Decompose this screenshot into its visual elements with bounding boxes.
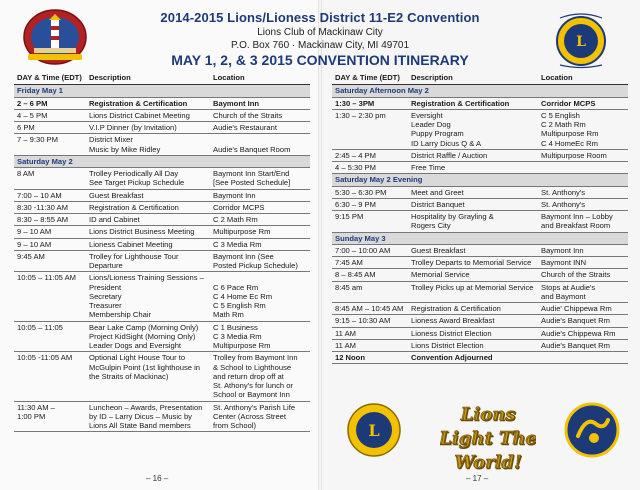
event-time: 10:05 -11:05 AM	[14, 352, 86, 401]
day-section-row	[332, 174, 628, 186]
event-location: Audie's Banquet Room	[210, 134, 310, 156]
svg-text:World!: World!	[454, 452, 522, 473]
column-header-location: Location	[538, 72, 628, 85]
schedule-row	[332, 269, 628, 281]
schedule-row	[14, 134, 310, 156]
schedule-row	[332, 162, 628, 174]
schedule-row	[332, 186, 628, 198]
event-time: 11 AM	[332, 339, 408, 351]
page-number-left: – 16 –	[146, 474, 169, 483]
left-itinerary-table	[14, 72, 310, 432]
schedule-row	[14, 238, 310, 250]
schedule-row	[14, 122, 310, 134]
column-header-description: Description	[86, 72, 210, 85]
schedule-row	[14, 272, 310, 321]
host-club: Lions Club of Mackinaw City	[257, 27, 383, 38]
lioness-emblem-icon	[564, 402, 620, 458]
table-header-row	[332, 72, 628, 85]
event-description: Registration & Certification	[408, 97, 538, 109]
event-time: 1:30 – 2:30 pm	[332, 109, 408, 149]
event-location: C 5 English C 2 Math Rm Multipurpose Rm C 4 HomeEc Rm	[538, 109, 628, 149]
event-description: Lions District Cabinet Meeting	[86, 109, 210, 121]
itinerary-heading: MAY 1, 2, & 3 2015 CONVENTION ITINERARY	[171, 52, 469, 68]
event-description: Lioness District Election	[408, 327, 538, 339]
page-number-right: – 17 –	[466, 474, 489, 483]
event-time: 6:30 – 9 PM	[332, 198, 408, 210]
day-section-row	[332, 232, 628, 244]
event-location	[538, 162, 628, 174]
event-location: Baymont Inn Start/End [See Posted Schedule]	[210, 168, 310, 190]
event-time: 8 – 8:45 AM	[332, 269, 408, 281]
event-location: Corridor MCPS	[538, 97, 628, 109]
event-location: Church of the Straits	[210, 109, 310, 121]
schedule-row	[332, 315, 628, 327]
event-location: Baymont Inn	[210, 97, 310, 109]
column-header-time: DAY & Time (EDT)	[14, 72, 86, 85]
day-section-label: Saturday May 2 Evening	[332, 174, 628, 186]
day-section-row	[14, 155, 310, 167]
event-time: 10:05 – 11:05	[14, 321, 86, 352]
event-time: 7:00 – 10:00 AM	[332, 244, 408, 256]
event-location: C 3 Media Rm	[210, 238, 310, 250]
schedule-row	[14, 321, 310, 352]
schedule-row	[14, 97, 310, 109]
lions-international-seal-icon	[346, 402, 402, 458]
event-description: Hospitality by Grayling & Rogers City	[408, 211, 538, 233]
day-section-row	[332, 85, 628, 97]
event-time: 8:45 am	[332, 281, 408, 303]
event-location: C 6 Pace Rm C 4 Home Ec Rm C 5 English Rm Math Rm	[210, 272, 310, 321]
event-description: Trolley Departs to Memorial Service	[408, 257, 538, 269]
event-location: Church of the Straits	[538, 269, 628, 281]
lighthouse-emblem-icon	[22, 8, 88, 66]
event-location: Audie's Banquet Rm	[538, 315, 628, 327]
table-header-row	[14, 72, 310, 85]
schedule-row	[332, 327, 628, 339]
day-section-label: Saturday May 2	[14, 155, 310, 167]
event-time: 8 AM	[14, 168, 86, 190]
schedule-row	[332, 149, 628, 161]
day-section-label: Saturday Afternoon May 2	[332, 85, 628, 97]
day-section-label: Friday May 1	[14, 85, 310, 97]
event-time: 9:15 – 10:30 AM	[332, 315, 408, 327]
event-description: Trolley Periodically All Day See Target Pickup Schedule	[86, 168, 210, 190]
event-description: Registration & Certification	[86, 201, 210, 213]
event-description: Convention Adjourned	[408, 352, 538, 364]
event-location: Baymont Inn	[210, 189, 310, 201]
schedule-row	[332, 281, 628, 303]
event-description: Guest Breakfast	[408, 244, 538, 256]
schedule-row	[332, 339, 628, 351]
event-time: 9:15 PM	[332, 211, 408, 233]
event-time: 4 – 5:30 PM	[332, 162, 408, 174]
svg-text:Light The: Light The	[440, 428, 536, 449]
event-location: Baymont Inn	[538, 244, 628, 256]
svg-text:L: L	[368, 421, 380, 440]
event-time: 7:45 AM	[332, 257, 408, 269]
schedule-row	[14, 189, 310, 201]
event-description: Trolley for Lighthouse Tour Departure	[86, 250, 210, 272]
event-time: 2:45 – 4 PM	[332, 149, 408, 161]
event-description: Lions District Election	[408, 339, 538, 351]
event-description: Lioness Cabinet Meeting	[86, 238, 210, 250]
schedule-row	[14, 401, 310, 432]
svg-text:Lions: Lions	[460, 404, 516, 425]
event-description: Eversight Leader Dog Puppy Program ID Larry Dicus Q & A	[408, 109, 538, 149]
event-description: Trolley Picks up at Memorial Service	[408, 281, 538, 303]
event-description: Memorial Service	[408, 269, 538, 281]
event-time: 5:30 – 6:30 PM	[332, 186, 408, 198]
schedule-row	[332, 352, 628, 364]
event-time: 9:45 AM	[14, 250, 86, 272]
event-description: ID and Cabinet	[86, 214, 210, 226]
schedule-row	[14, 109, 310, 121]
event-location: Stops at Audie's and Baymont	[538, 281, 628, 303]
event-location: Audie's Chippewa Rm	[538, 327, 628, 339]
convention-title: 2014-2015 Lions/Lioness District 11-E2 Convention	[160, 10, 480, 25]
event-time: 10:05 – 11:05 AM	[14, 272, 86, 321]
schedule-row	[332, 257, 628, 269]
right-itinerary-table	[332, 72, 628, 364]
event-description: Meet and Greet	[408, 186, 538, 198]
event-time: 8:45 AM – 10:45 AM	[332, 303, 408, 315]
lions-light-the-world-logo	[440, 398, 536, 480]
event-location: Multipurpose Room	[538, 149, 628, 161]
event-location: C 2 Math Rm	[210, 214, 310, 226]
event-location: Baymont Inn (See Posted Pickup Schedule)	[210, 250, 310, 272]
event-time: 2 – 6 PM	[14, 97, 86, 109]
day-section-label: Sunday May 3	[332, 232, 628, 244]
column-header-description: Description	[408, 72, 538, 85]
event-time: 8:30 -11:30 AM	[14, 201, 86, 213]
event-time: 6 PM	[14, 122, 86, 134]
event-time: 4 – 5 PM	[14, 109, 86, 121]
event-description: Luncheon – Awards, Presentation by ID – Larry Dicus – Music by Lions All State Band members	[86, 401, 210, 432]
event-location: Baymont Inn – Lobby and Breakfast Room	[538, 211, 628, 233]
event-description: District Raffle / Auction	[408, 149, 538, 161]
host-address: P.O. Box 760 · Mackinaw City, MI 49701	[230, 40, 410, 51]
event-location: Audie's Restaurant	[210, 122, 310, 134]
column-header-time: DAY & Time (EDT)	[332, 72, 408, 85]
day-section-row	[14, 85, 310, 97]
schedule-row	[332, 109, 628, 149]
event-time: 9 – 10 AM	[14, 226, 86, 238]
event-description: Lions/Lioness Training Sessions – President Secretary Treasurer Membership Chair	[86, 272, 210, 321]
event-description: Free Time	[408, 162, 538, 174]
event-time: 1:30 – 3PM	[332, 97, 408, 109]
schedule-row	[332, 303, 628, 315]
schedule-row	[332, 97, 628, 109]
event-description: Bear Lake Camp (Morning Only) Project KidSight (Morning Only) Leader Dogs and Eversight	[86, 321, 210, 352]
schedule-row	[14, 214, 310, 226]
schedule-row	[14, 352, 310, 401]
schedule-row	[14, 226, 310, 238]
schedule-row	[332, 198, 628, 210]
event-description: Optional Light House Tour to McGulpin Point (1st lighthouse in the Straits of Mackinac)	[86, 352, 210, 401]
event-location: Trolley from Baymont Inn & School to Lighthouse and return drop off at St. Athony's for lunch or School or Baymont Inn	[210, 352, 310, 401]
event-time: 11:30 AM – 1:00 PM	[14, 401, 86, 432]
event-time: 7 – 9:30 PM	[14, 134, 86, 156]
event-description: Lioness Award Breakfast	[408, 315, 538, 327]
page-header	[0, 0, 640, 75]
event-location: Audie's Banquet Rm	[538, 339, 628, 351]
event-description: Lions District Business Meeting	[86, 226, 210, 238]
event-description: Registration & Certification	[408, 303, 538, 315]
column-header-location: Location	[210, 72, 310, 85]
event-description: District Mixer Music by Mike Ridley	[86, 134, 210, 156]
schedule-row	[332, 244, 628, 256]
event-time: 8:30 – 8:55 AM	[14, 214, 86, 226]
svg-text:L: L	[576, 34, 586, 50]
lions-club-emblem-icon	[548, 8, 614, 70]
event-description: District Banquet	[408, 198, 538, 210]
schedule-row	[332, 211, 628, 233]
event-location: St. Anthony's	[538, 186, 628, 198]
event-time: 7:00 – 10 AM	[14, 189, 86, 201]
event-location: Multipurpose Rm	[210, 226, 310, 238]
event-location: Audie' Chippewa Rm	[538, 303, 628, 315]
event-time: 9 – 10 AM	[14, 238, 86, 250]
schedule-row	[14, 201, 310, 213]
event-location: St. Anthony's	[538, 198, 628, 210]
event-time: 12 Noon	[332, 352, 408, 364]
event-description: V.I.P Dinner (by Invitation)	[86, 122, 210, 134]
event-location: Corridor MCPS	[210, 201, 310, 213]
event-location: Baymont INN	[538, 257, 628, 269]
event-location	[538, 352, 628, 364]
event-time: 11 AM	[332, 327, 408, 339]
schedule-row	[14, 250, 310, 272]
schedule-row	[14, 168, 310, 190]
event-description: Guest Breakfast	[86, 189, 210, 201]
event-location: St. Anthony's Parish Life Center (Across Street from School)	[210, 401, 310, 432]
motto-wordmark-icon	[440, 398, 536, 476]
event-location: C 1 Business C 3 Media Rm Multipurpose Rm	[210, 321, 310, 352]
event-description: Registration & Certification	[86, 97, 210, 109]
